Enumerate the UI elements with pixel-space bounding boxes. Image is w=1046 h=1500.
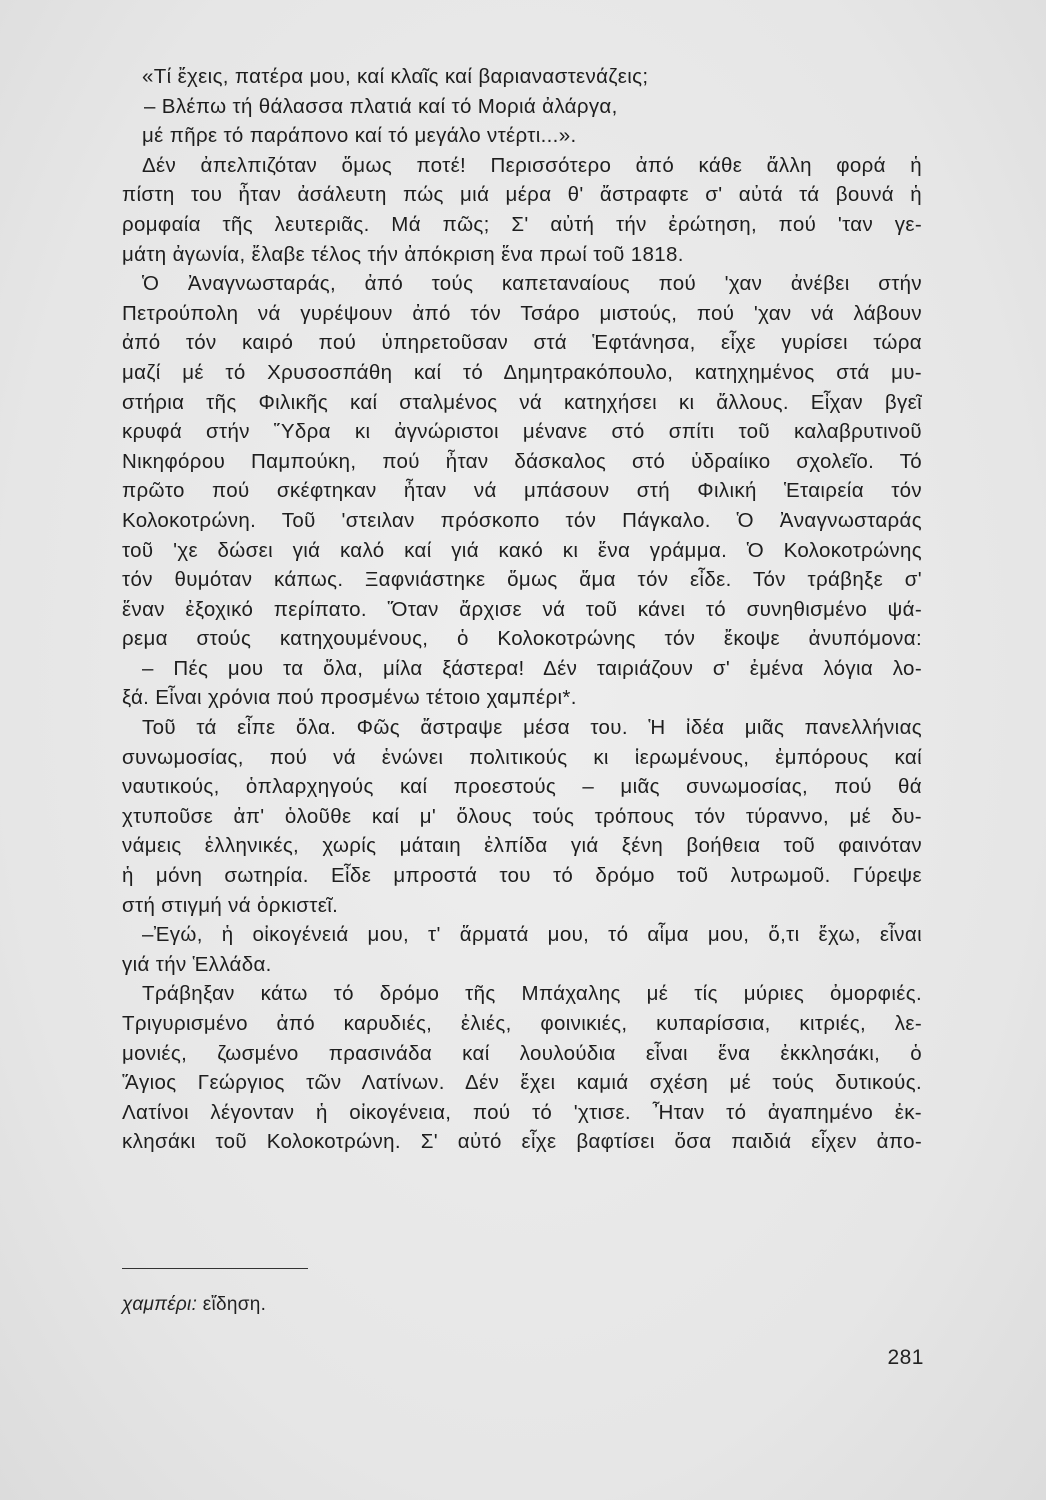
text-line: – Πές μου τα ὅλα, μίλα ξάστερα! Δέν ταιριάζουν σ' ἐμένα λόγια λο-	[142, 656, 922, 680]
text-line: Τράβηξαν κάτω τό δρόμο τῆς Μπάχαλης μέ τίς μύριες ὀμορφιές.	[142, 982, 922, 1006]
text-line: ἕναν ἐξοχικό περίπατο. Ὅταν ἄρχισε νά τοῦ κάνει τό συνηθισμένο ψά-	[122, 597, 922, 621]
text-line: ναυτικούς, ὁπλαρχηγούς καί προεστούς – μιᾶς συνωμοσίας, πού θά	[122, 775, 922, 799]
text-line: Νικηφόρου Παμπούκη, πού ἦταν δάσκαλος στό ὑδραίικο σχολεῖο. Τό	[122, 449, 922, 473]
text-line: Τοῦ τά εἶπε ὅλα. Φῶς ἄστραψε μέσα του. Ἡ ἰδέα μιᾶς πανελλήνιας	[142, 716, 922, 740]
text-line: – Βλέπω τή θάλασσα πλατιά καί τό Μοριά ἀλάργα,	[144, 94, 618, 118]
text-line: «Τί ἔχεις, πατέρα μου, καί κλαῖς καί βαριαναστενάζεις;	[142, 65, 649, 88]
text-line: πίστη του ἦταν ἀσάλευτη πώς μιά μέρα θ' ἄστραφτε σ' αὐτά τά βουνά ἡ	[122, 183, 922, 207]
text-line: Πετρούπολη νά γυρέψουν ἀπό τόν Τσάρο μιστούς, πού 'χαν νά λάβουν	[122, 301, 922, 325]
text-line: Τριγυρισμένο ἀπό καρυδιές, ἐλιές, φοινικιές, κυπαρίσσια, κιτριές, λε-	[122, 1012, 922, 1035]
text-line: ρομφαία τῆς λευτεριᾶς. Μά πῶς; Σ' αὐτή τήν ἐρώτηση, πού 'ταν γε-	[122, 212, 922, 236]
text-line: τοῦ 'χε δώσει γιά καλό καί γιά κακό κι ἕνα γράμμα. Ὁ Κολοκοτρώνης	[122, 538, 922, 562]
footnote	[122, 1294, 266, 1316]
text-line: κλησάκι τοῦ Κολοκοτρώνη. Σ' αὐτό εἶχε βαφτίσει ὅσα παιδιά εἶχεν ἀπο-	[122, 1130, 922, 1154]
text-line: Κολοκοτρώνη. Τοῦ 'στειλαν πρόσκοπο τόν Πάγκαλο. Ὁ Ἀναγνωσταράς	[122, 508, 922, 532]
text-line: νάμεις ἑλληνικές, χωρίς μάταιη ἐλπίδα γιά ξένη βοήθεια τοῦ φαινόταν	[122, 834, 922, 858]
text-line: Ὁ Ἀναγνωσταράς, ἀπό τούς καπεταναίους πού 'χαν ἀνέβει στήν	[142, 272, 922, 296]
text-line: μονιές, ζωσμένο πρασινάδα καί λουλούδια εἶναι ἕνα ἐκκλησάκι, ὁ	[122, 1041, 922, 1065]
text-line: μάτη ἀγωνία, ἔλαβε τέλος τήν ἀπόκριση ἕνα πρωί τοῦ 1818.	[122, 242, 684, 266]
text-line: τόν θυμόταν κάπως. Ξαφνιάστηκε ὅμως ἅμα τόν εἶδε. Τόν τράβηξε σ'	[122, 568, 922, 592]
text-line: χτυποῦσε ἀπ' ὁλοῦθε καί μ' ὅλους τούς τρόπους τόν τύραννο, μέ δυ-	[122, 804, 922, 828]
text-line: –Ἐγώ, ἡ οἰκογένειά μου, τ' ἅρματά μου, τό αἷμα μου, ὅ,τι ἔχω, εἶναι	[142, 923, 922, 947]
text-line: στή στιγμή νά ὁρκιστεῖ.	[122, 893, 339, 917]
body-text	[122, 62, 922, 1157]
text-line: ἀπό τόν καιρό πού ὑπηρετοῦσαν στά Ἑφτάνησα, εἶχε γυρίσει τώρα	[122, 331, 922, 355]
page-number: 281	[887, 1346, 924, 1369]
text-line: μέ πῆρε τό παράπονο καί τό μεγάλο ντέρτι...».	[142, 124, 577, 148]
text-line: κρυφά στήν Ὕδρα κι ἀγνώριστοι μένανε στό σπίτι τοῦ καλαβρυτινοῦ	[122, 420, 922, 444]
text-line: Λατίνοι λέγονταν ἡ οἰκογένεια, πού τό 'χτισε. Ἦταν τό ἀγαπημένο ἐκ-	[122, 1100, 922, 1124]
footnote-divider	[122, 1268, 308, 1269]
footnote-term: χαμπέρι:	[122, 1294, 198, 1315]
footnote-definition: εἴδηση.	[202, 1294, 267, 1315]
text-line: μαζί μέ τό Χρυσοσπάθη καί τό Δημητρακόπουλο, κατηχημένος στά μυ-	[122, 360, 922, 384]
text-line: ἡ μόνη σωτηρία. Εἶδε μπροστά του τό δρόμο τοῦ λυτρωμοῦ. Γύρεψε	[122, 864, 922, 888]
text-line: στήρια τῆς Φιλικῆς καί σταλμένος νά κατηχήσει κι ἄλλους. Εἶχαν βγεῖ	[122, 390, 922, 414]
text-line: ξά. Εἶναι χρόνια πού προσμένω τέτοιο χαμπέρι*.	[122, 686, 577, 710]
text-line: Ἅγιος Γεώργιος τῶν Λατίνων. Δέν ἔχει καμιά σχέση μέ τούς δυτικούς.	[122, 1071, 922, 1095]
text-line: συνωμοσίας, πού νά ἑνώνει πολιτικούς κι ἱερωμένους, ἐμπόρους καί	[122, 745, 922, 769]
text-line: Δέν ἀπελπιζόταν ὅμως ποτέ! Περισσότερο ἀπό κάθε ἄλλη φορά ἡ	[142, 153, 922, 177]
text-line: γιά τήν Ἑλλάδα.	[122, 952, 272, 976]
text-line: ρεμα στούς κατηχουμένους, ὁ Κολοκοτρώνης τόν ἔκοψε ἀνυπόμονα:	[122, 627, 922, 651]
text-line: πρῶτο πού σκέφτηκαν ἦταν νά μπάσουν στή Φιλική Ἑταιρεία τόν	[122, 479, 922, 503]
